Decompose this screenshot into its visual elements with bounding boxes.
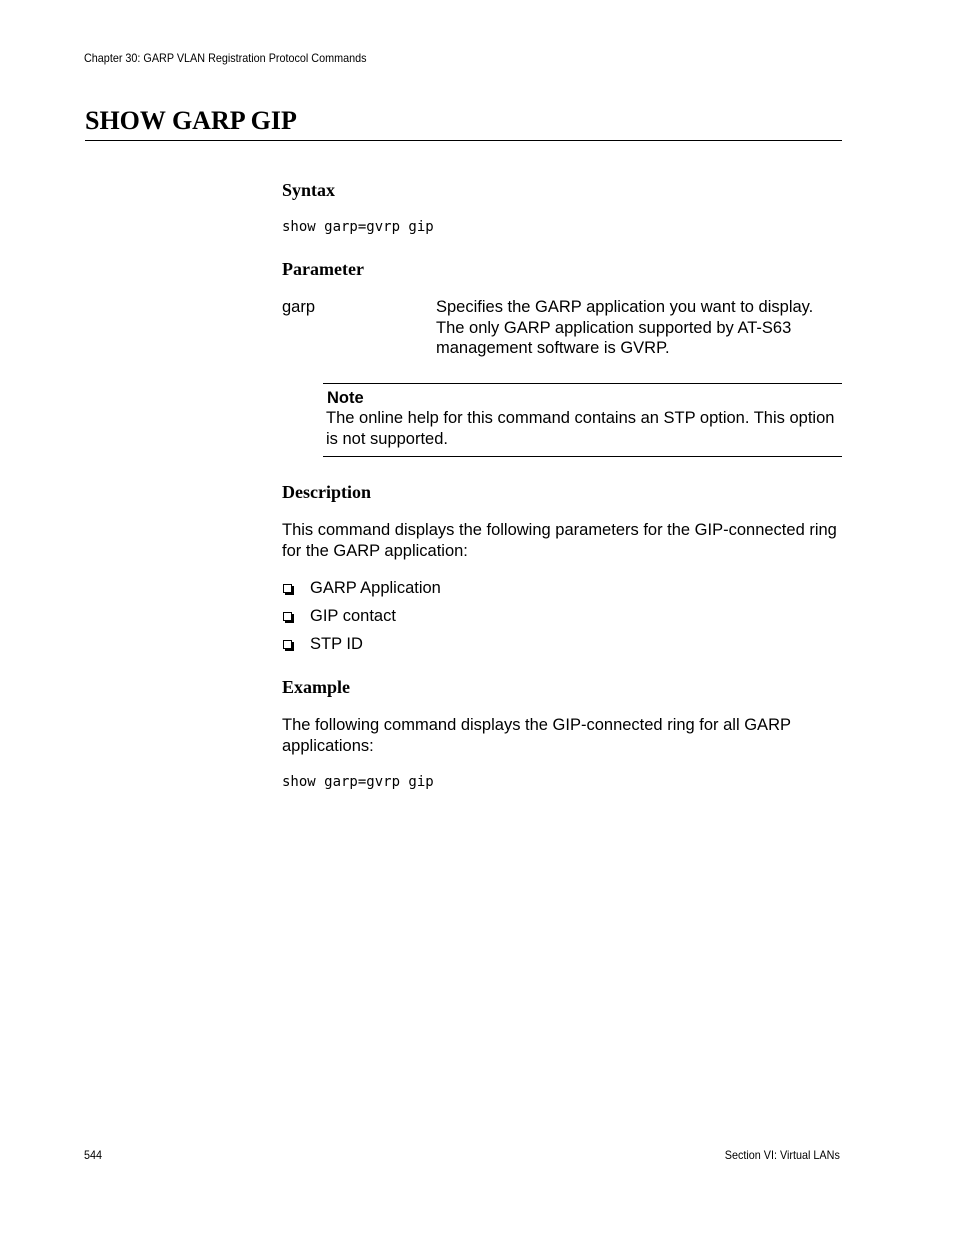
list-item-label: GARP Application (310, 579, 441, 597)
title-rule (85, 140, 842, 141)
list-item (282, 606, 441, 634)
running-header: Chapter 30: GARP VLAN Registration Protocol Commands (84, 51, 367, 65)
description-heading: Description (282, 482, 371, 502)
parameter-heading: Parameter (282, 259, 364, 279)
page-number: 544 (84, 1148, 103, 1162)
note-label: Note (327, 389, 364, 407)
syntax-heading: Syntax (282, 180, 336, 200)
description-text: This command displays the following parameters for the GIP-connected ring for the GARP application: (282, 521, 837, 560)
checkbox-bullet-icon (283, 584, 292, 593)
list-item (282, 578, 441, 606)
checkbox-bullet-icon (283, 640, 292, 649)
example-command: show garp=gvrp gip (282, 774, 434, 790)
parameter-name: garp (282, 298, 316, 316)
list-item (282, 634, 441, 662)
list-item-label: GIP contact (310, 607, 396, 625)
example-text: The following command displays the GIP-connected ring for all GARP applications: (282, 716, 791, 755)
description-bullet-list (282, 578, 441, 662)
list-item-label: STP ID (310, 635, 363, 653)
parameter-description: Specifies the GARP application you want to display. The only GARP application supported by AT-S63 management software is GVRP. (436, 298, 814, 357)
note-box (323, 383, 842, 457)
note-text: The online help for this command contains an STP option. This option is not supported. (326, 409, 835, 448)
syntax-command: show garp=gvrp gip (282, 219, 434, 235)
checkbox-bullet-icon (283, 612, 292, 621)
example-heading: Example (282, 677, 351, 697)
page-title: SHOW GARP GIP (85, 106, 297, 135)
section-footer: Section VI: Virtual LANs (724, 1148, 840, 1162)
